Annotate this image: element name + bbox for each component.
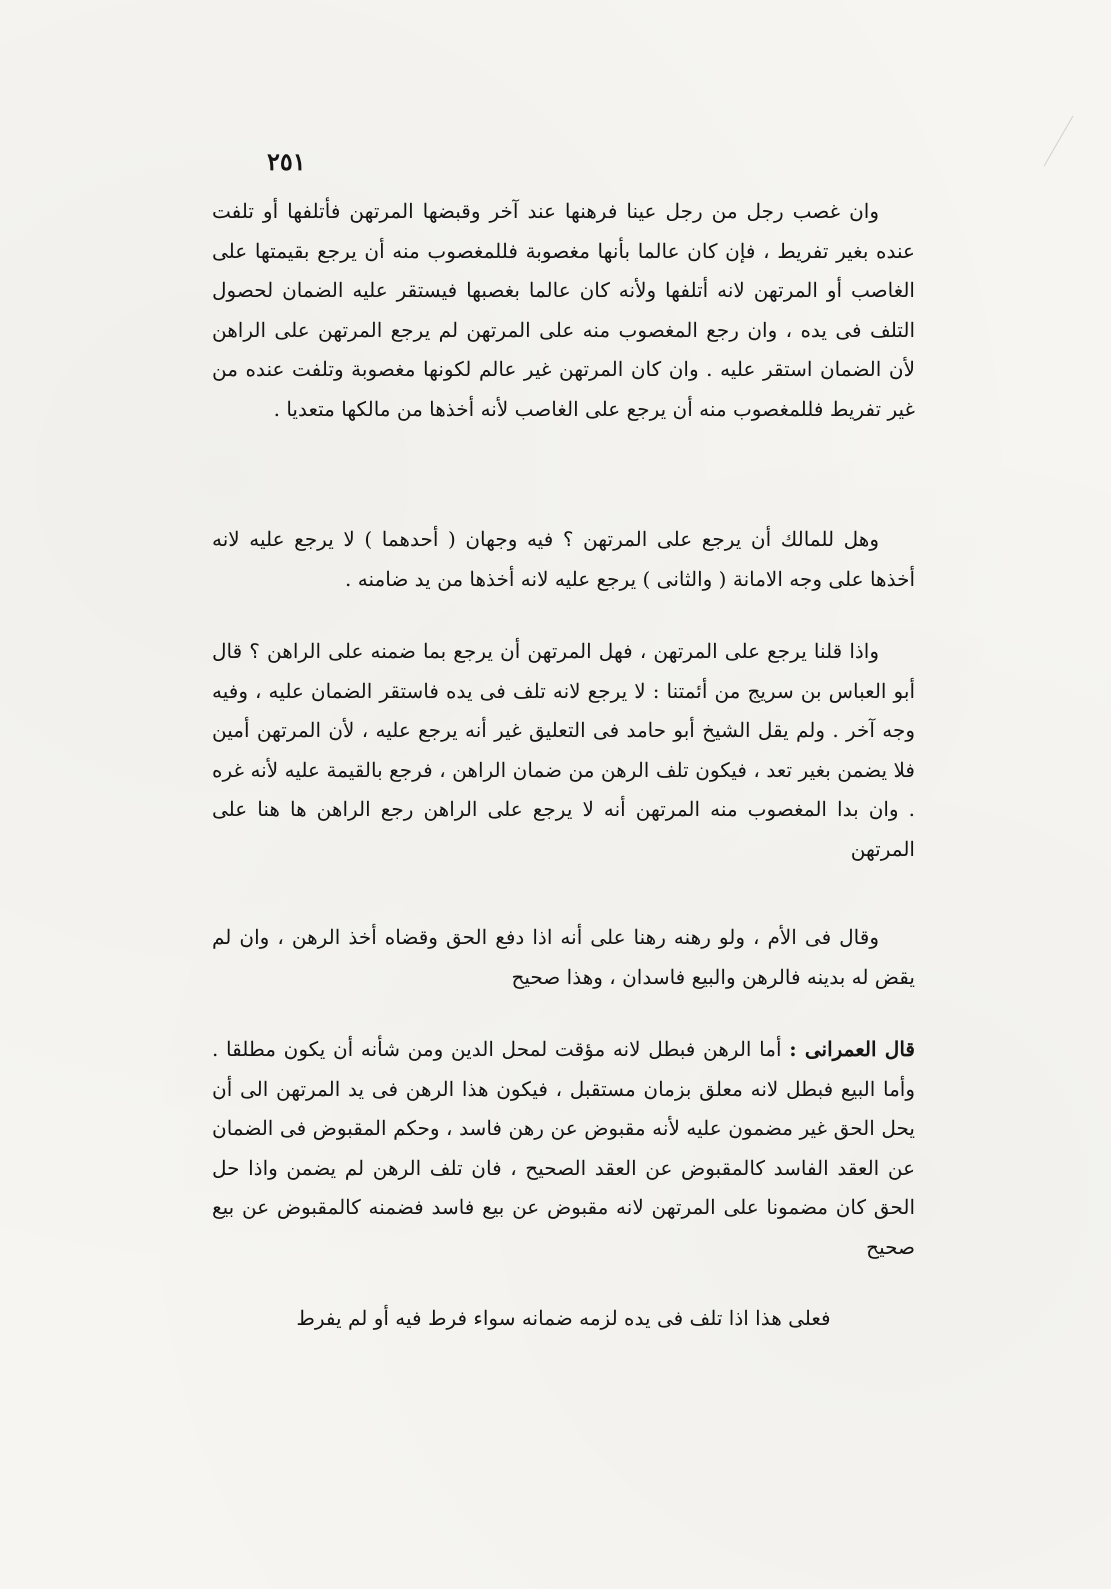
paragraph-lead: قال العمرانى : (789, 1037, 915, 1061)
scan-artifact-line (1044, 116, 1074, 167)
paragraph-4 (212, 918, 915, 997)
paragraph-1 (212, 192, 915, 429)
paragraph-text: وان غصب رجل من رجل عينا فرهنها عند آخر وقبضها المرتهن فأتلفها أو تلفت عنده بغير تفريط ، فإن كان عالما بأنها مغصوبة فللمغصوب منه أن يرجع بقيمتها على الغاصب أو المرتهن لانه أتلفها ولأنه كان عالما بغصبها فيستقر عليه الضمان لحصول التلف فى يده ، وان رجع المغصوب منه على المرتهن لم يرجع المرتهن على الراهن لأن الضمان استقر عليه . وان كان المرتهن غير عالم لكونها مغصوبة وتلفت عنده من غير تفريط فللمغصوب منه أن يرجع على الغاصب لأنه أخذها من مالكها متعديا . (212, 199, 915, 421)
paragraph-text: وقال فى الأم ، ولو رهنه رهنا على أنه اذا دفع الحق وقضاه أخذ الرهن ، وان لم يقض له بدينه فالرهن والبيع فاسدان ، وهذا صحيح (212, 925, 915, 989)
closing-line: فعلى هذا اذا تلف فى يده لزمه ضمانه سواء فرط فيه أو لم يفرط (296, 1306, 831, 1330)
paragraph-body: أما الرهن فبطل لانه مؤقت لمحل الدين ومن شأنه أن يكون مطلقا . وأما البيع فبطل لانه معلق بزمان مستقبل ، فيكون هذا الرهن فى يد المرتهن الى أن يحل الحق غير مضمون عليه لأنه مقبوض عن رهن فاسد ، وحكم المقبوض فى الضمان عن العقد الفاسد كالمقبوض عن العقد الصحيح ، فان تلف الرهن لم يضمن واذا حل الحق كان مضمونا على المرتهن لانه مقبوض عن بيع فاسد فضمنه كالمقبوض عن بيع صحيح (212, 1037, 915, 1259)
paragraph-text (212, 1030, 915, 1267)
paragraph-text: واذا قلنا يرجع على المرتهن ، فهل المرتهن أن يرجع بما ضمنه على الراهن ؟ قال أبو العباس بن سريج من أئمتنا : لا يرجع لانه تلف فى يده فاستقر الضمان عليه ، وفيه وجه آخر . ولم يقل الشيخ أبو حامد فى التعليق غير أنه يرجع عليه ، لأن المرتهن أمين فلا يضمن بغير تعد ، فيكون تلف الرهن من ضمان الراهن ، فرجع بالقيمة عليه لأنه غره . وان بدا المغصوب منه المرتهن أنه لا يرجع على الراهن رجع الراهن ها هنا على المرتهن (212, 639, 915, 861)
paragraph-2 (212, 520, 915, 599)
paragraph-3 (212, 632, 915, 869)
page-number: ٢٥١ (267, 147, 306, 176)
paragraph-text: وهل للمالك أن يرجع على المرتهن ؟ فيه وجهان ( أحدهما ) لا يرجع عليه لانه أخذها على وجه الامانة ( والثانى ) يرجع عليه لانه أخذها من يد ضامنه . (212, 527, 915, 591)
paragraph-5 (212, 1030, 915, 1267)
